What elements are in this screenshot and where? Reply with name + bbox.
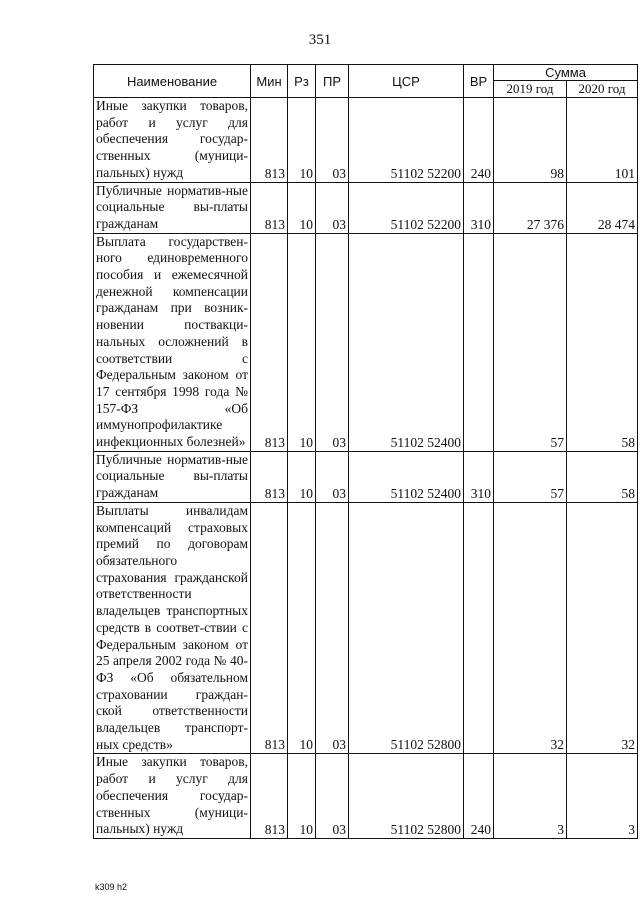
row-name: Иные закупки товаров, работ и услуг для обеспечения государ-ственных (муници-пальных) нужд xyxy=(94,754,251,839)
row-csr: 51102 52800 xyxy=(349,502,464,754)
table-row xyxy=(94,233,638,451)
row-vr: 240 xyxy=(464,754,494,839)
row-rz: 10 xyxy=(288,451,316,502)
row-name: Публичные норматив-ные социальные вы-платы гражданам xyxy=(94,451,251,502)
row-sum-2020: 3 xyxy=(567,754,638,839)
row-pr: 03 xyxy=(316,98,349,183)
header-csr: ЦСР xyxy=(349,65,464,98)
header-year-2019: 2019 год xyxy=(494,81,567,98)
row-min: 813 xyxy=(251,233,288,451)
table-row xyxy=(94,754,638,839)
header-name: Наименование xyxy=(94,65,251,98)
row-sum-2020: 58 xyxy=(567,233,638,451)
row-min: 813 xyxy=(251,502,288,754)
row-csr: 51102 52400 xyxy=(349,233,464,451)
row-sum-2019: 3 xyxy=(494,754,567,839)
row-sum-2019: 57 xyxy=(494,451,567,502)
header-min: Мин xyxy=(251,65,288,98)
row-rz: 10 xyxy=(288,233,316,451)
row-vr xyxy=(464,233,494,451)
table-row xyxy=(94,182,638,233)
row-sum-2019: 57 xyxy=(494,233,567,451)
row-sum-2019: 98 xyxy=(494,98,567,183)
row-pr: 03 xyxy=(316,451,349,502)
row-sum-2019: 27 376 xyxy=(494,182,567,233)
header-year-2020: 2020 год xyxy=(567,81,638,98)
row-sum-2020: 32 xyxy=(567,502,638,754)
row-sum-2020: 28 474 xyxy=(567,182,638,233)
row-pr: 03 xyxy=(316,182,349,233)
row-csr: 51102 52400 xyxy=(349,451,464,502)
header-pr: ПР xyxy=(316,65,349,98)
row-name: Иные закупки товаров, работ и услуг для обеспечения государ-ственных (муници-пальных) нужд xyxy=(94,98,251,183)
row-rz: 10 xyxy=(288,182,316,233)
table-row xyxy=(94,451,638,502)
row-vr xyxy=(464,502,494,754)
row-min: 813 xyxy=(251,182,288,233)
row-sum-2020: 58 xyxy=(567,451,638,502)
table-row xyxy=(94,502,638,754)
row-sum-2019: 32 xyxy=(494,502,567,754)
row-min: 813 xyxy=(251,451,288,502)
row-rz: 10 xyxy=(288,754,316,839)
row-sum-2020: 101 xyxy=(567,98,638,183)
header-sum: Сумма xyxy=(494,65,638,81)
footer-code: k309 h2 xyxy=(95,882,128,892)
row-min: 813 xyxy=(251,754,288,839)
row-rz: 10 xyxy=(288,98,316,183)
header-rz: Рз xyxy=(288,65,316,98)
row-pr: 03 xyxy=(316,233,349,451)
row-pr: 03 xyxy=(316,502,349,754)
row-pr: 03 xyxy=(316,754,349,839)
row-vr: 240 xyxy=(464,98,494,183)
row-name: Публичные норматив-ные социальные вы-платы гражданам xyxy=(94,182,251,233)
row-vr: 310 xyxy=(464,451,494,502)
row-vr: 310 xyxy=(464,182,494,233)
table-header xyxy=(94,65,638,98)
page-number: 351 xyxy=(308,32,332,48)
row-rz: 10 xyxy=(288,502,316,754)
header-vr: ВР xyxy=(464,65,494,98)
budget-table xyxy=(93,64,638,839)
table-row xyxy=(94,98,638,183)
row-name: Выплаты инвалидам компенсаций страховых премий по договорам обязательного страхования гражданской ответственности владельцев транспортных средств в соответ-ствии с Федеральным законом от 25 апреля 2002 года № 40-ФЗ «Об обязательном страховании граждан-ской ответственности владельцев транспорт-ных средств» xyxy=(94,502,251,754)
row-min: 813 xyxy=(251,98,288,183)
row-csr: 51102 52800 xyxy=(349,754,464,839)
row-csr: 51102 52200 xyxy=(349,98,464,183)
row-name: Выплата государствен-ного единовременного пособия и ежемесячной денежной компенсации гражданам при возник-новении поствакци-нальных осложнений в соответствии с Федеральным законом от 17 сентября 1998 года № 157-ФЗ «Об иммунопрофилактике инфекционных болезней» xyxy=(94,233,251,451)
row-csr: 51102 52200 xyxy=(349,182,464,233)
